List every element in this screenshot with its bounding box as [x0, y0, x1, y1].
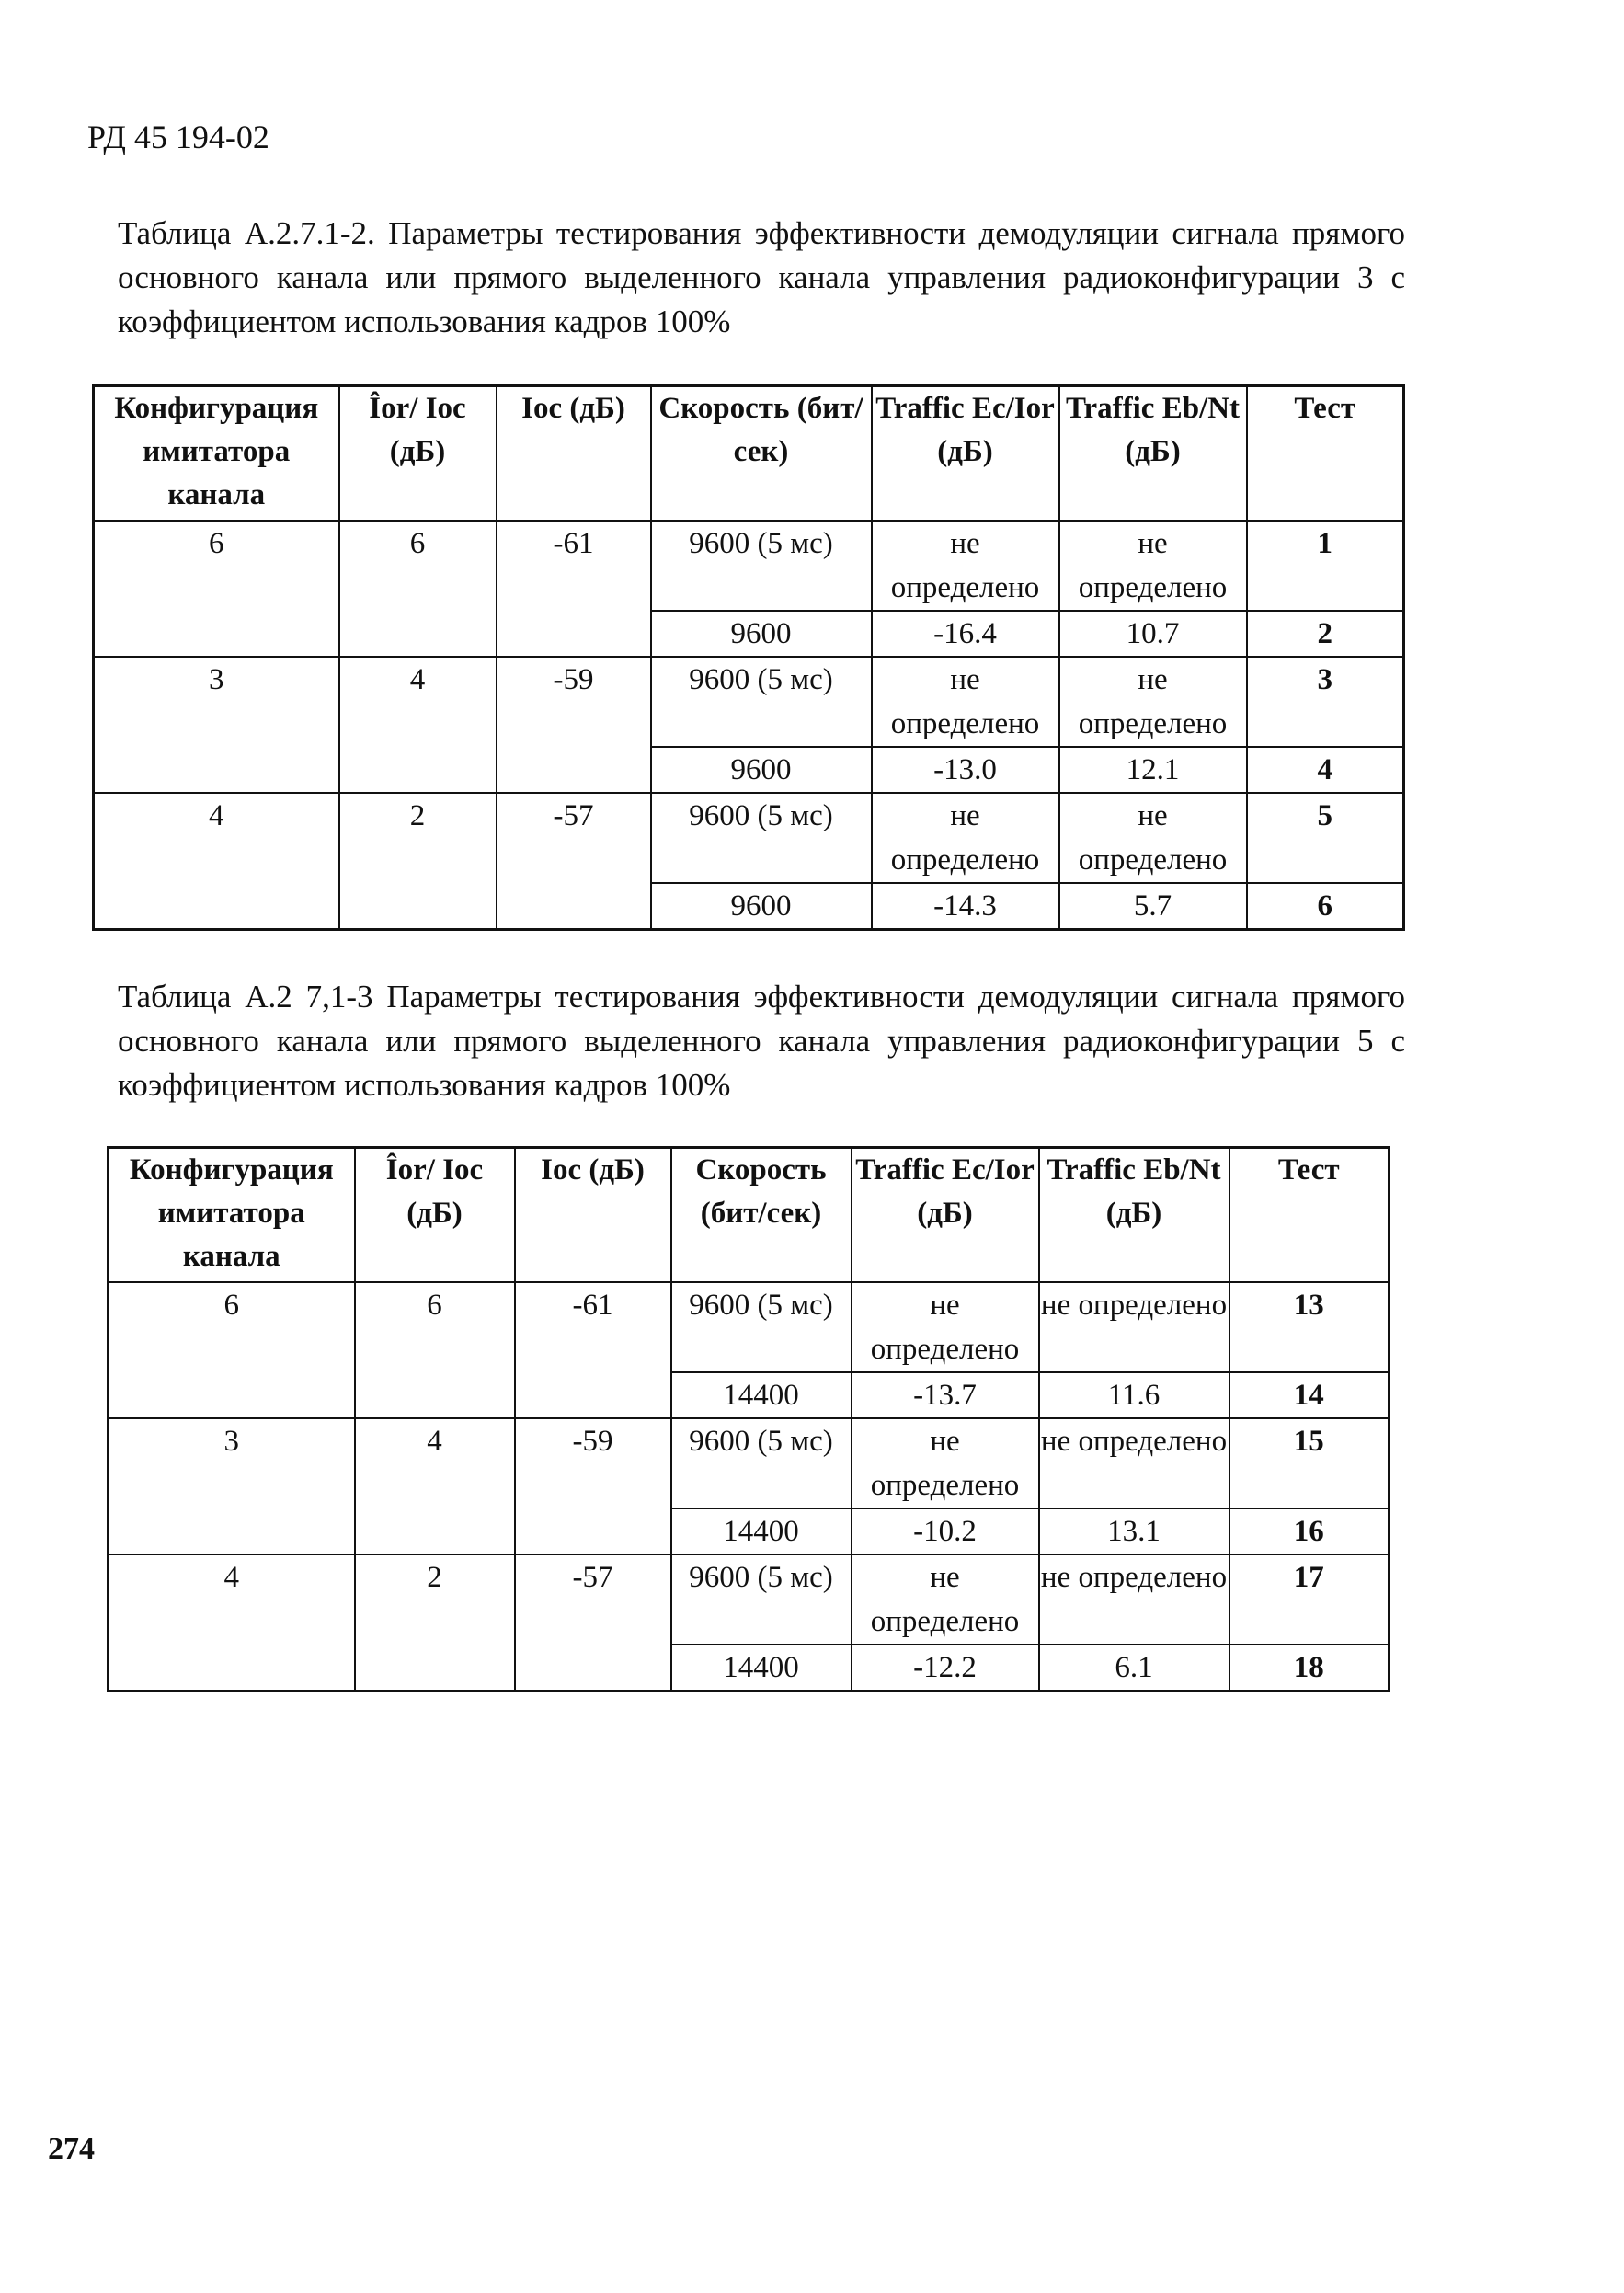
table-header-row	[109, 1148, 1390, 1282]
ec-ior-cell: не определено	[852, 1418, 1039, 1508]
speed-cell: 14400	[671, 1645, 852, 1691]
ec-ior-cell: не определено	[872, 521, 1059, 611]
eb-nt-cell: 12.1	[1059, 747, 1247, 793]
table-row	[109, 1554, 1390, 1645]
test-cell: 1	[1247, 521, 1404, 611]
speed-cell: 9600 (5 мс)	[651, 521, 872, 611]
ec-ior-cell: -10.2	[852, 1508, 1039, 1554]
ec-ior-cell: не определено	[872, 793, 1059, 883]
config-cell: 6	[109, 1282, 355, 1418]
ioc-cell: -57	[515, 1554, 671, 1691]
ior-ioc-cell: 2	[339, 793, 497, 930]
test-cell: 3	[1247, 657, 1404, 747]
table-row	[109, 1418, 1390, 1508]
ec-ior-cell: -16.4	[872, 611, 1059, 657]
ioc-cell: -59	[497, 657, 651, 793]
ior-ioc-cell: 6	[339, 521, 497, 657]
parameters-table	[92, 384, 1405, 931]
eb-nt-cell: не определено	[1059, 521, 1247, 611]
eb-nt-cell: не определено	[1039, 1554, 1229, 1645]
table-row	[94, 793, 1404, 883]
test-cell: 2	[1247, 611, 1404, 657]
ec-ior-cell: не определено	[852, 1554, 1039, 1645]
test-cell: 13	[1229, 1282, 1390, 1372]
ioc-cell: -59	[515, 1418, 671, 1554]
column-header: Traffic Ec/Ior (дБ)	[872, 386, 1059, 521]
speed-cell: 9600	[651, 747, 872, 793]
ior-ioc-cell: 4	[339, 657, 497, 793]
table-header-row	[94, 386, 1404, 521]
ec-ior-cell: не определено	[852, 1282, 1039, 1372]
test-cell: 6	[1247, 883, 1404, 930]
column-header: Ioc (дБ)	[497, 386, 651, 521]
column-header: Тест	[1247, 386, 1404, 521]
eb-nt-cell: 6.1	[1039, 1645, 1229, 1691]
table-row	[109, 1282, 1390, 1372]
speed-cell: 14400	[671, 1508, 852, 1554]
ec-ior-cell: не определено	[872, 657, 1059, 747]
column-header: Ioc (дБ)	[515, 1148, 671, 1282]
config-cell: 3	[94, 657, 339, 793]
ec-ior-cell: -13.7	[852, 1372, 1039, 1418]
test-cell: 14	[1229, 1372, 1390, 1418]
column-header: Îor/ Ioc (дБ)	[355, 1148, 515, 1282]
speed-cell: 9600	[651, 611, 872, 657]
ior-ioc-cell: 4	[355, 1418, 515, 1554]
column-header: Скорость (бит/сек)	[651, 386, 872, 521]
ec-ior-cell: -12.2	[852, 1645, 1039, 1691]
ior-ioc-cell: 6	[355, 1282, 515, 1418]
table-row	[94, 657, 1404, 747]
column-header: Конфигурация имитатора канала	[94, 386, 339, 521]
speed-cell: 9600	[651, 883, 872, 930]
test-cell: 18	[1229, 1645, 1390, 1691]
column-header: Скорость (бит/сек)	[671, 1148, 852, 1282]
config-cell: 4	[109, 1554, 355, 1691]
test-cell: 16	[1229, 1508, 1390, 1554]
ec-ior-cell: -14.3	[872, 883, 1059, 930]
column-header: Тест	[1229, 1148, 1390, 1282]
speed-cell: 9600 (5 мс)	[671, 1418, 852, 1508]
speed-cell: 9600 (5 мс)	[651, 793, 872, 883]
table-row	[94, 521, 1404, 611]
ioc-cell: -61	[497, 521, 651, 657]
speed-cell: 9600 (5 мс)	[671, 1282, 852, 1372]
column-header: Traffic Eb/Nt (дБ)	[1059, 386, 1247, 521]
eb-nt-cell: не определено	[1039, 1282, 1229, 1372]
speed-cell: 9600 (5 мс)	[651, 657, 872, 747]
column-header: Traffic Ec/Ior (дБ)	[852, 1148, 1039, 1282]
test-cell: 15	[1229, 1418, 1390, 1508]
ioc-cell: -61	[515, 1282, 671, 1418]
eb-nt-cell: не определено	[1059, 793, 1247, 883]
table-caption: Таблица А.2 7,1-3 Параметры тестирования эффективности демодуляции сигнала прямого основного канала или прямого выделенного канала управления радиоконфигурации 5 с коэффициентом использования кадров 100%	[118, 979, 1405, 1103]
ec-ior-cell: -13.0	[872, 747, 1059, 793]
eb-nt-cell: не определено	[1059, 657, 1247, 747]
page-number: 274	[48, 2132, 95, 2166]
config-cell: 4	[94, 793, 339, 930]
column-header: Конфигурация имитатора канала	[109, 1148, 355, 1282]
config-cell: 3	[109, 1418, 355, 1554]
eb-nt-cell: 13.1	[1039, 1508, 1229, 1554]
speed-cell: 14400	[671, 1372, 852, 1418]
document-code: РД 45 194-02	[87, 119, 269, 155]
ior-ioc-cell: 2	[355, 1554, 515, 1691]
ioc-cell: -57	[497, 793, 651, 930]
eb-nt-cell: 11.6	[1039, 1372, 1229, 1418]
test-cell: 5	[1247, 793, 1404, 883]
parameters-table	[107, 1146, 1390, 1692]
eb-nt-cell: 10.7	[1059, 611, 1247, 657]
speed-cell: 9600 (5 мс)	[671, 1554, 852, 1645]
eb-nt-cell: не определено	[1039, 1418, 1229, 1508]
config-cell: 6	[94, 521, 339, 657]
eb-nt-cell: 5.7	[1059, 883, 1247, 930]
test-cell: 4	[1247, 747, 1404, 793]
column-header: Traffic Eb/Nt (дБ)	[1039, 1148, 1229, 1282]
test-cell: 17	[1229, 1554, 1390, 1645]
table-caption: Таблица А.2.7.1-2. Параметры тестирования эффективности демодуляции сигнала прямого основного канала или прямого выделенного канала управления радиоконфигурации 3 с коэффициентом использования кадров 100%	[118, 215, 1405, 339]
column-header: Îor/ Ioc (дБ)	[339, 386, 497, 521]
